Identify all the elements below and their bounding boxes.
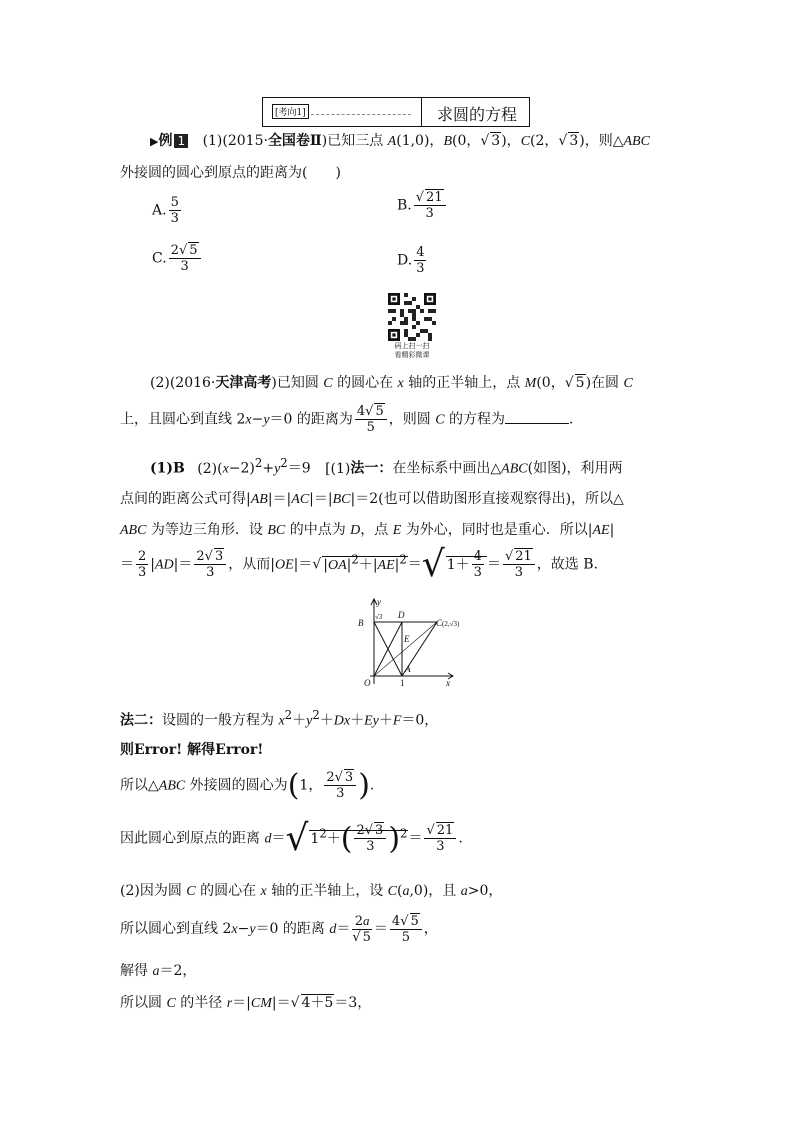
- denominator: 3: [170, 211, 179, 226]
- method-text: |＝: [173, 556, 193, 573]
- numerator: [424, 823, 456, 839]
- var-y: y: [306, 713, 313, 729]
- plus: ＋: [350, 712, 365, 729]
- method-intro: [(1): [325, 460, 351, 477]
- numerator: [390, 914, 422, 930]
- method-text: |＝|: [309, 491, 333, 507]
- answer-2: +: [262, 460, 275, 477]
- method-text: 1，: [299, 777, 323, 794]
- answer-line-3: [120, 519, 614, 539]
- section-header: [262, 97, 530, 127]
- method-text: ，从而|: [228, 556, 275, 573]
- sqrt-radicand: 21: [436, 823, 454, 838]
- exponent: 2: [400, 825, 408, 840]
- var-x: x: [397, 376, 404, 391]
- method-text: ＝: [120, 556, 134, 573]
- part2-text: ，: [423, 921, 438, 937]
- var-y: y: [263, 412, 270, 428]
- part2-text: 解得: [120, 963, 153, 979]
- sqrt-radicand: 4＋5: [301, 995, 334, 1011]
- var-r: r: [226, 996, 233, 1011]
- part2-text: ,0)，且: [409, 883, 461, 899]
- q2-line-2: [120, 404, 583, 435]
- denominator: 3: [366, 839, 375, 854]
- example-label: 例: [158, 133, 173, 149]
- seg-OA: OA: [328, 557, 347, 573]
- exponent: 2: [351, 551, 359, 566]
- var-x: x: [222, 461, 229, 477]
- coef: 2: [326, 770, 335, 785]
- method-1-label: 法一：: [350, 460, 393, 477]
- q2-text: 的方程为: [444, 411, 505, 428]
- option-d[interactable]: [397, 245, 428, 276]
- var-x: x: [278, 713, 285, 729]
- sqrt-icon: √: [352, 930, 361, 945]
- part2-text: 所以圆: [120, 995, 167, 1011]
- method-text: |: [150, 556, 155, 573]
- var-x: x: [231, 922, 238, 937]
- method-text: 在坐标系中画出△: [392, 460, 502, 477]
- q1-text: (0，: [452, 133, 481, 149]
- section-tag-cell: [263, 98, 422, 126]
- part2-line-3: [120, 960, 196, 980]
- dashed-rule: [311, 114, 411, 115]
- fig-label-O: O: [364, 678, 371, 688]
- fraction: [390, 914, 422, 945]
- sqrt-icon: √: [312, 556, 322, 573]
- sqrt-icon: √: [564, 375, 574, 391]
- coef: 2: [356, 823, 365, 838]
- var-A: A: [387, 134, 397, 149]
- q2-text: 上，且圆心到直线 2: [120, 411, 246, 428]
- sqrt-radicand: 5: [362, 930, 371, 945]
- answer-2: ＝9: [287, 460, 311, 477]
- section-tag: [考向1]: [272, 104, 309, 119]
- fig-label-sqrt3: √3: [375, 613, 383, 621]
- qr-caption-line-1: 码上扫一扫: [394, 342, 430, 350]
- part2-text: (: [397, 883, 403, 899]
- seg-AE: AE: [592, 523, 610, 538]
- method-2-line-3: [120, 768, 374, 803]
- exponent: 2: [254, 456, 263, 470]
- fig-label-A: A: [405, 664, 411, 674]
- fraction: [324, 770, 356, 801]
- answer-2: (2)(: [197, 460, 223, 477]
- term-F: F: [392, 713, 402, 729]
- var-ABC: ABC: [623, 134, 650, 149]
- denominator: 3: [206, 565, 215, 580]
- method-text: 所以△: [120, 777, 159, 794]
- var-a: a: [363, 913, 370, 928]
- var-y: y: [249, 922, 256, 937]
- denominator: 3: [514, 565, 523, 580]
- sqrt-radicand: 5: [189, 243, 198, 258]
- seg-CM: CM: [250, 996, 272, 1011]
- right-paren: ): [388, 821, 401, 856]
- example-line-1: [150, 130, 650, 150]
- plus: ＋: [326, 830, 341, 847]
- plus: ＋: [292, 712, 307, 729]
- var-a: a: [152, 964, 160, 979]
- method-text: ＝: [408, 830, 423, 847]
- var-a: a: [402, 884, 410, 899]
- plus: ＋: [378, 712, 393, 729]
- sqrt-icon: √: [204, 549, 213, 564]
- sqrt-radicand: 3: [375, 823, 384, 838]
- q2-text: ＝0 的距离为: [269, 411, 353, 428]
- q1-text: )已知三点: [321, 133, 388, 149]
- seg-BC: BC: [267, 523, 286, 538]
- method-text: 的中点为: [285, 522, 351, 538]
- coef: 4: [356, 404, 366, 419]
- coef: 4: [391, 913, 401, 929]
- sqrt-icon: √: [426, 823, 435, 838]
- sqrt-radicand: 5: [575, 375, 585, 391]
- term-Ey: Ey: [364, 713, 379, 729]
- plus: ＋: [319, 712, 334, 729]
- var-D: D: [350, 523, 361, 538]
- method-2-line-4: [120, 818, 463, 859]
- method-2-line-2: 则Error! 解得Error!: [120, 742, 264, 758]
- coef: 2: [354, 914, 364, 929]
- part2-text: 的半径: [175, 995, 227, 1011]
- method-2-label: 法二：: [120, 712, 162, 729]
- fig-label-1: 1: [400, 678, 405, 688]
- sqrt-radicand: 3: [344, 770, 354, 785]
- method-text: ，故选 B.: [536, 556, 598, 573]
- q2-text: 轴的正半轴上，点: [403, 375, 525, 391]
- q2-text: −: [251, 411, 264, 428]
- fig-label-y: y: [377, 597, 381, 607]
- part2-text: −: [237, 921, 250, 937]
- sqrt-radicand: 3: [491, 133, 501, 149]
- q2-line-1: [150, 372, 633, 392]
- plus: ＋: [358, 556, 373, 573]
- answer-1: (1)B: [150, 460, 185, 477]
- part2-text: 轴的正半轴上，设: [266, 883, 388, 899]
- fraction: [503, 549, 535, 580]
- denominator: 5: [401, 929, 410, 945]
- fig-label-B: B: [358, 618, 364, 628]
- fig-label-E: E: [404, 634, 410, 644]
- q1-line-2: 外接圆的圆心到原点的距离为( ): [120, 165, 341, 181]
- numerator: [352, 913, 372, 930]
- sqrt-icon: √: [558, 133, 568, 149]
- exponent: 2: [399, 551, 407, 566]
- part2-text: 的圆心在: [195, 883, 261, 899]
- method-text: 点间的距离公式可得|: [120, 491, 251, 507]
- method-text: .: [458, 830, 463, 847]
- part2-line-2: [120, 913, 438, 945]
- fig-label-C: C(2,√3): [436, 618, 460, 628]
- q2-text: )已知圆: [271, 375, 324, 391]
- sqrt-radicand: 21: [426, 190, 443, 205]
- var-B: B: [443, 134, 452, 149]
- fraction: [354, 823, 386, 854]
- numerator: 4: [416, 245, 425, 260]
- section-title: 求圆的方程: [437, 105, 518, 124]
- part2-text: |＝: [271, 995, 291, 1011]
- right-paren: ): [358, 768, 370, 803]
- q2-text: )在圆: [585, 375, 624, 391]
- var-C: C: [323, 376, 333, 391]
- triangle-figure: [352, 596, 462, 688]
- left-paren: (: [340, 821, 353, 856]
- q2-text: 的圆心在: [332, 375, 398, 391]
- var-C: C: [387, 884, 397, 899]
- method-text: ＝0，: [401, 712, 439, 729]
- fraction: [136, 549, 148, 580]
- method-text: |＝: [293, 556, 313, 573]
- var-d: d: [264, 831, 272, 847]
- sqrt-icon: √: [504, 549, 514, 564]
- numerator: [194, 549, 226, 565]
- method-text: 设圆的一般方程为: [162, 712, 279, 729]
- sqrt-icon: √: [178, 243, 188, 258]
- part2-text: ＝3，: [334, 995, 372, 1011]
- numerator: [355, 404, 387, 420]
- answer-line-2: [120, 488, 624, 508]
- q1-text: )，: [501, 133, 521, 149]
- q2-text: ，则圆: [388, 411, 436, 428]
- part2-line-4: [120, 992, 371, 1012]
- method-text: ，点: [360, 522, 393, 538]
- numerator: [503, 549, 535, 565]
- method-text: 为外心，同时也是重心．所以|: [401, 522, 593, 538]
- var-M: M: [524, 376, 537, 391]
- sqrt-radicand: [446, 549, 487, 580]
- method-text: ＝: [407, 556, 422, 573]
- exponent: 2: [319, 825, 327, 840]
- term: 1: [310, 830, 320, 847]
- numerator: [354, 823, 386, 839]
- option-b-label: B.: [397, 197, 412, 214]
- fraction: [355, 404, 387, 435]
- method-text: |＝|: [267, 491, 292, 507]
- option-c[interactable]: [152, 243, 203, 274]
- seg-OE: OE: [274, 557, 294, 573]
- q1-text: )，则△: [579, 133, 624, 149]
- sqrt-icon: √: [365, 404, 374, 419]
- numerator: 2: [138, 549, 147, 564]
- sqrt-icon: √: [421, 544, 445, 585]
- seg-AE: AE: [377, 557, 395, 573]
- denominator: 3: [138, 565, 147, 580]
- part2-text: ＝: [373, 921, 388, 937]
- var-C: C: [520, 134, 531, 149]
- part2-text: ＝|: [232, 995, 251, 1011]
- var-ABC: ABC: [158, 778, 186, 794]
- part2-text: (2)因为圆: [120, 883, 187, 899]
- method-text: ＝: [486, 556, 501, 573]
- exponent: 2: [284, 708, 293, 722]
- part2-text: ＝2，: [159, 963, 197, 979]
- answer-line-1: [150, 456, 623, 478]
- fraction: [194, 549, 226, 580]
- fraction: [169, 243, 201, 274]
- part2-text: ＝0 的距离: [255, 921, 330, 937]
- var-E: E: [392, 523, 402, 538]
- part2-line-1: [120, 880, 502, 900]
- answer-line-4: [120, 544, 598, 585]
- var-C: C: [186, 884, 196, 899]
- fraction: [424, 823, 456, 854]
- sqrt-radicand: 21: [515, 549, 532, 564]
- fig-label-D: D: [398, 610, 405, 620]
- sqrt-icon: √: [290, 995, 300, 1011]
- coef: 2: [170, 243, 179, 258]
- numerator: 5: [170, 195, 179, 210]
- sqrt-radicand: 5: [375, 404, 384, 419]
- qr-caption-line-2: 看精彩微课: [394, 351, 430, 359]
- sqrt-icon: √: [364, 823, 374, 838]
- sqrt-icon: √: [480, 133, 490, 149]
- var-ABC: ABC: [501, 461, 528, 477]
- example-number-badge: 1: [174, 134, 188, 148]
- var-C: C: [166, 996, 176, 1011]
- exponent: 2: [312, 708, 320, 722]
- sqrt-radicand: 5: [410, 913, 419, 929]
- var-d: d: [329, 922, 337, 937]
- answer-2: −2): [228, 460, 255, 477]
- sqrt-icon: √: [415, 190, 425, 205]
- q1-text: (1,0)，: [396, 133, 444, 149]
- part2-text: ＝: [336, 921, 351, 937]
- var-a: a: [460, 884, 468, 899]
- option-a-label: A.: [152, 202, 167, 219]
- left-paren: (: [287, 768, 300, 803]
- numerator: [169, 243, 201, 259]
- term-Dx: Dx: [333, 713, 351, 729]
- sqrt-icon: √: [334, 770, 343, 785]
- fraction: [472, 549, 484, 580]
- method-text: ＝: [271, 830, 286, 847]
- fig-label-x: x: [446, 678, 450, 688]
- option-a[interactable]: [152, 195, 183, 226]
- q1-text: (2，: [530, 133, 559, 149]
- fraction: [352, 913, 372, 945]
- method-text: (如图)，利用两: [527, 460, 623, 477]
- method-text: |: [609, 522, 615, 538]
- qr-caption: [384, 342, 440, 360]
- var-x: x: [245, 412, 252, 428]
- option-d-label: D.: [397, 252, 413, 269]
- seg-AC: AC: [291, 492, 310, 507]
- method-2-line-1: [120, 708, 438, 730]
- denominator: [352, 930, 372, 945]
- part2-text: >0，: [467, 883, 503, 899]
- sqrt-radicand: [309, 821, 408, 856]
- denominator: 3: [425, 206, 434, 221]
- option-c-label: C.: [152, 250, 167, 267]
- part2-text: 所以圆心到直线 2: [120, 921, 232, 937]
- denominator: 3: [473, 565, 482, 580]
- seg-BC: BC: [332, 492, 351, 507]
- q2-text: ．: [569, 411, 583, 428]
- denominator: 3: [416, 261, 425, 276]
- fraction: [414, 245, 426, 276]
- var-C: C: [435, 412, 445, 428]
- seg-AD: AD: [155, 557, 174, 573]
- term: 1: [446, 556, 456, 573]
- denominator: 3: [336, 786, 345, 801]
- var-y: y: [274, 461, 281, 477]
- method-text: |＝2(也可以借助图形直接观察得出)，所以△: [350, 491, 624, 507]
- coef: 2: [196, 549, 205, 564]
- method-text: 外接圆的圆心为: [185, 777, 288, 794]
- method-text: 因此圆心到原点的距离: [120, 830, 265, 847]
- method-text: 为等边三角形．设: [146, 522, 268, 538]
- fraction: [414, 190, 446, 221]
- option-b[interactable]: [397, 190, 448, 221]
- numerator: [414, 190, 446, 206]
- denominator: 3: [436, 839, 445, 854]
- plus: ＋: [455, 556, 470, 573]
- method-text: .: [369, 777, 375, 794]
- example-arrow-icon: ▶: [150, 135, 159, 148]
- denominator: 3: [180, 259, 189, 274]
- exponent: 2: [280, 456, 288, 470]
- sqrt-icon: √: [285, 818, 309, 859]
- sqrt-icon: √: [400, 913, 409, 929]
- q2-text: (0，: [536, 375, 565, 391]
- var-ABC: ABC: [120, 523, 147, 538]
- sqrt-radicand: $|OA|^2+|AE|^2$: [323, 551, 407, 573]
- q2-source: 天津高考: [215, 375, 272, 391]
- seg-AB: AB: [250, 492, 268, 507]
- answer-blank[interactable]: [505, 423, 569, 424]
- denominator: 5: [366, 420, 375, 435]
- sqrt-radicand: 3: [569, 133, 579, 149]
- numerator: [324, 770, 356, 786]
- qr-code-icon[interactable]: [388, 293, 436, 341]
- var-x: x: [260, 884, 267, 899]
- fraction: [169, 195, 181, 226]
- numerator: 4: [473, 549, 482, 564]
- q1-text: (1)(2015·: [202, 133, 268, 149]
- q1-source: 全国卷Ⅱ: [267, 133, 322, 149]
- var-C: C: [623, 376, 633, 391]
- sqrt-radicand: 3: [214, 549, 224, 564]
- q2-text: (2)(2016·: [150, 375, 216, 391]
